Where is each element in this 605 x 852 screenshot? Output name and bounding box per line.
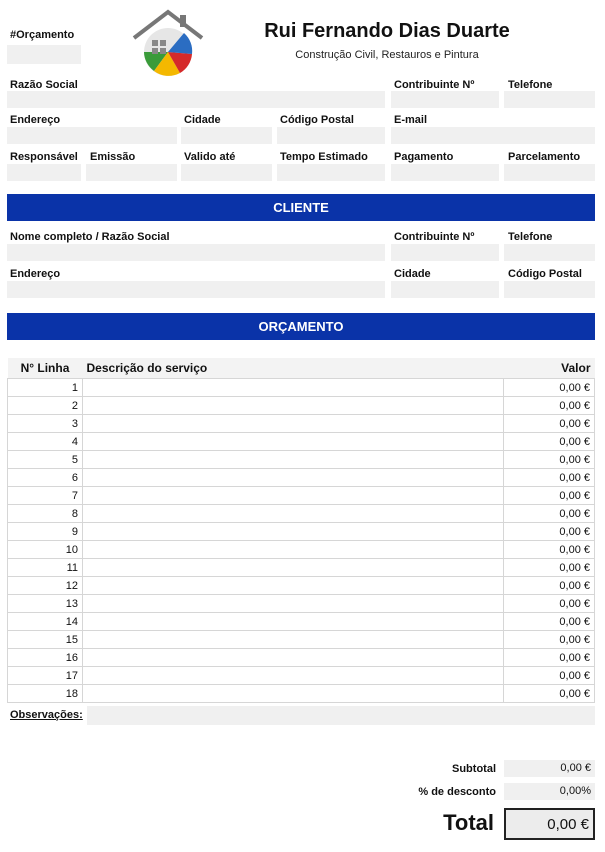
valido-ate-label: Valido até (184, 151, 236, 163)
company-tagline: Construção Civil, Restauros e Pintura (295, 49, 479, 61)
row-description-cell[interactable] (83, 415, 504, 433)
row-description-cell[interactable] (83, 523, 504, 541)
row-value-cell[interactable]: 0,00 € (504, 451, 595, 469)
company-name: Rui Fernando Dias Duarte (264, 20, 510, 42)
row-line-number: 1 (8, 379, 83, 397)
house-logo-icon (132, 8, 206, 78)
row-line-number: 3 (8, 415, 83, 433)
client-codigo-postal-label: Código Postal (508, 268, 582, 280)
row-value-cell[interactable]: 0,00 € (504, 667, 595, 685)
client-cidade-field[interactable] (391, 281, 499, 298)
row-description-cell[interactable] (83, 577, 504, 595)
subtotal-value: 0,00 € (504, 760, 595, 777)
row-line-number: 9 (8, 523, 83, 541)
row-value-cell[interactable]: 0,00 € (504, 595, 595, 613)
quote-number-label: #Orçamento (10, 29, 75, 41)
contribuinte-field[interactable] (391, 91, 499, 108)
row-line-number: 17 (8, 667, 83, 685)
row-value-cell[interactable]: 0,00 € (504, 559, 595, 577)
row-description-cell[interactable] (83, 469, 504, 487)
endereco-field[interactable] (7, 127, 177, 144)
row-line-number: 16 (8, 649, 83, 667)
row-value-cell[interactable]: 0,00 € (504, 523, 595, 541)
pagamento-field[interactable] (391, 164, 499, 181)
table-row (8, 577, 595, 595)
table-row (8, 685, 595, 703)
client-telefone-label: Telefone (508, 231, 553, 243)
row-value-cell[interactable]: 0,00 € (504, 433, 595, 451)
table-row (8, 667, 595, 685)
tempo-estimado-field[interactable] (277, 164, 385, 181)
row-description-cell[interactable] (83, 505, 504, 523)
table-row (8, 379, 595, 397)
contribuinte-label: Contribuinte Nº (394, 79, 475, 91)
col-line-number: N° Linha (8, 358, 83, 379)
client-contribuinte-label: Contribuinte Nº (394, 231, 475, 243)
quote-number-field[interactable] (7, 45, 81, 64)
col-value: Valor (504, 358, 595, 379)
row-line-number: 14 (8, 613, 83, 631)
desconto-field[interactable]: 0,00% (504, 783, 595, 800)
row-line-number: 12 (8, 577, 83, 595)
table-row (8, 541, 595, 559)
row-value-cell[interactable]: 0,00 € (504, 631, 595, 649)
row-value-cell[interactable]: 0,00 € (504, 577, 595, 595)
table-row (8, 613, 595, 631)
row-line-number: 18 (8, 685, 83, 703)
row-line-number: 4 (8, 433, 83, 451)
row-value-cell[interactable]: 0,00 € (504, 397, 595, 415)
row-description-cell[interactable] (83, 559, 504, 577)
parcelamento-label: Parcelamento (508, 151, 581, 163)
cidade-field[interactable] (181, 127, 272, 144)
client-nome-label: Nome completo / Razão Social (10, 231, 170, 243)
emissao-field[interactable] (86, 164, 177, 181)
row-value-cell[interactable]: 0,00 € (504, 685, 595, 703)
row-description-cell[interactable] (83, 613, 504, 631)
table-row (8, 595, 595, 613)
table-row (8, 433, 595, 451)
client-codigo-postal-field[interactable] (504, 281, 595, 298)
table-row (8, 649, 595, 667)
razao-social-label: Razão Social (10, 79, 78, 91)
row-line-number: 13 (8, 595, 83, 613)
total-label: Total (443, 810, 494, 835)
row-description-cell[interactable] (83, 685, 504, 703)
responsavel-field[interactable] (7, 164, 81, 181)
row-description-cell[interactable] (83, 397, 504, 415)
row-line-number: 10 (8, 541, 83, 559)
row-description-cell[interactable] (83, 595, 504, 613)
row-line-number: 2 (8, 397, 83, 415)
row-value-cell[interactable]: 0,00 € (504, 469, 595, 487)
responsavel-label: Responsável (10, 151, 78, 163)
emissao-label: Emissão (90, 151, 136, 163)
row-value-cell[interactable]: 0,00 € (504, 487, 595, 505)
telefone-label: Telefone (508, 79, 553, 91)
col-description: Descrição do serviço (83, 358, 504, 379)
table-row (8, 559, 595, 577)
parcelamento-field[interactable] (504, 164, 595, 181)
table-row (8, 397, 595, 415)
row-description-cell[interactable] (83, 379, 504, 397)
table-row (8, 469, 595, 487)
desconto-label: % de desconto (418, 786, 496, 798)
email-field[interactable] (391, 127, 595, 144)
row-value-cell[interactable]: 0,00 € (504, 505, 595, 523)
client-cidade-label: Cidade (394, 268, 431, 280)
row-description-cell[interactable] (83, 541, 504, 559)
row-line-number: 7 (8, 487, 83, 505)
table-row (8, 505, 595, 523)
observacoes-field[interactable] (87, 706, 595, 725)
quote-section-header: ORÇAMENTO (7, 313, 595, 340)
row-line-number: 15 (8, 631, 83, 649)
table-row (8, 415, 595, 433)
row-value-cell[interactable]: 0,00 € (504, 379, 595, 397)
client-contribuinte-field[interactable] (391, 244, 499, 261)
tempo-estimado-label: Tempo Estimado (280, 151, 368, 163)
subtotal-label: Subtotal (452, 763, 496, 775)
row-description-cell[interactable] (83, 649, 504, 667)
row-description-cell[interactable] (83, 451, 504, 469)
row-description-cell[interactable] (83, 433, 504, 451)
row-description-cell[interactable] (83, 631, 504, 649)
table-row (8, 487, 595, 505)
pagamento-label: Pagamento (394, 151, 454, 163)
total-value: 0,00 € (504, 808, 595, 840)
cidade-label: Cidade (184, 114, 221, 126)
razao-social-field[interactable] (7, 91, 385, 108)
observacoes-label: Observações: (10, 709, 83, 721)
table-row (8, 523, 595, 541)
telefone-field[interactable] (504, 91, 595, 108)
table-row (8, 451, 595, 469)
client-nome-field[interactable] (7, 244, 385, 261)
client-endereco-label: Endereço (10, 268, 61, 280)
codigo-postal-field[interactable] (277, 127, 385, 144)
client-endereco-field[interactable] (7, 281, 385, 298)
row-line-number: 8 (8, 505, 83, 523)
client-telefone-field[interactable] (504, 244, 595, 261)
row-line-number: 5 (8, 451, 83, 469)
client-section-header: CLIENTE (7, 194, 595, 221)
table-row (8, 631, 595, 649)
codigo-postal-label: Código Postal (280, 114, 354, 126)
endereco-label: Endereço (10, 114, 61, 126)
row-value-cell[interactable]: 0,00 € (504, 649, 595, 667)
row-line-number: 11 (8, 559, 83, 577)
row-line-number: 6 (8, 469, 83, 487)
row-value-cell[interactable]: 0,00 € (504, 415, 595, 433)
row-description-cell[interactable] (83, 667, 504, 685)
row-value-cell[interactable]: 0,00 € (504, 541, 595, 559)
quote-items-table (7, 358, 595, 703)
row-description-cell[interactable] (83, 487, 504, 505)
valido-ate-field[interactable] (181, 164, 272, 181)
email-label: E-mail (394, 114, 428, 126)
row-value-cell[interactable]: 0,00 € (504, 613, 595, 631)
